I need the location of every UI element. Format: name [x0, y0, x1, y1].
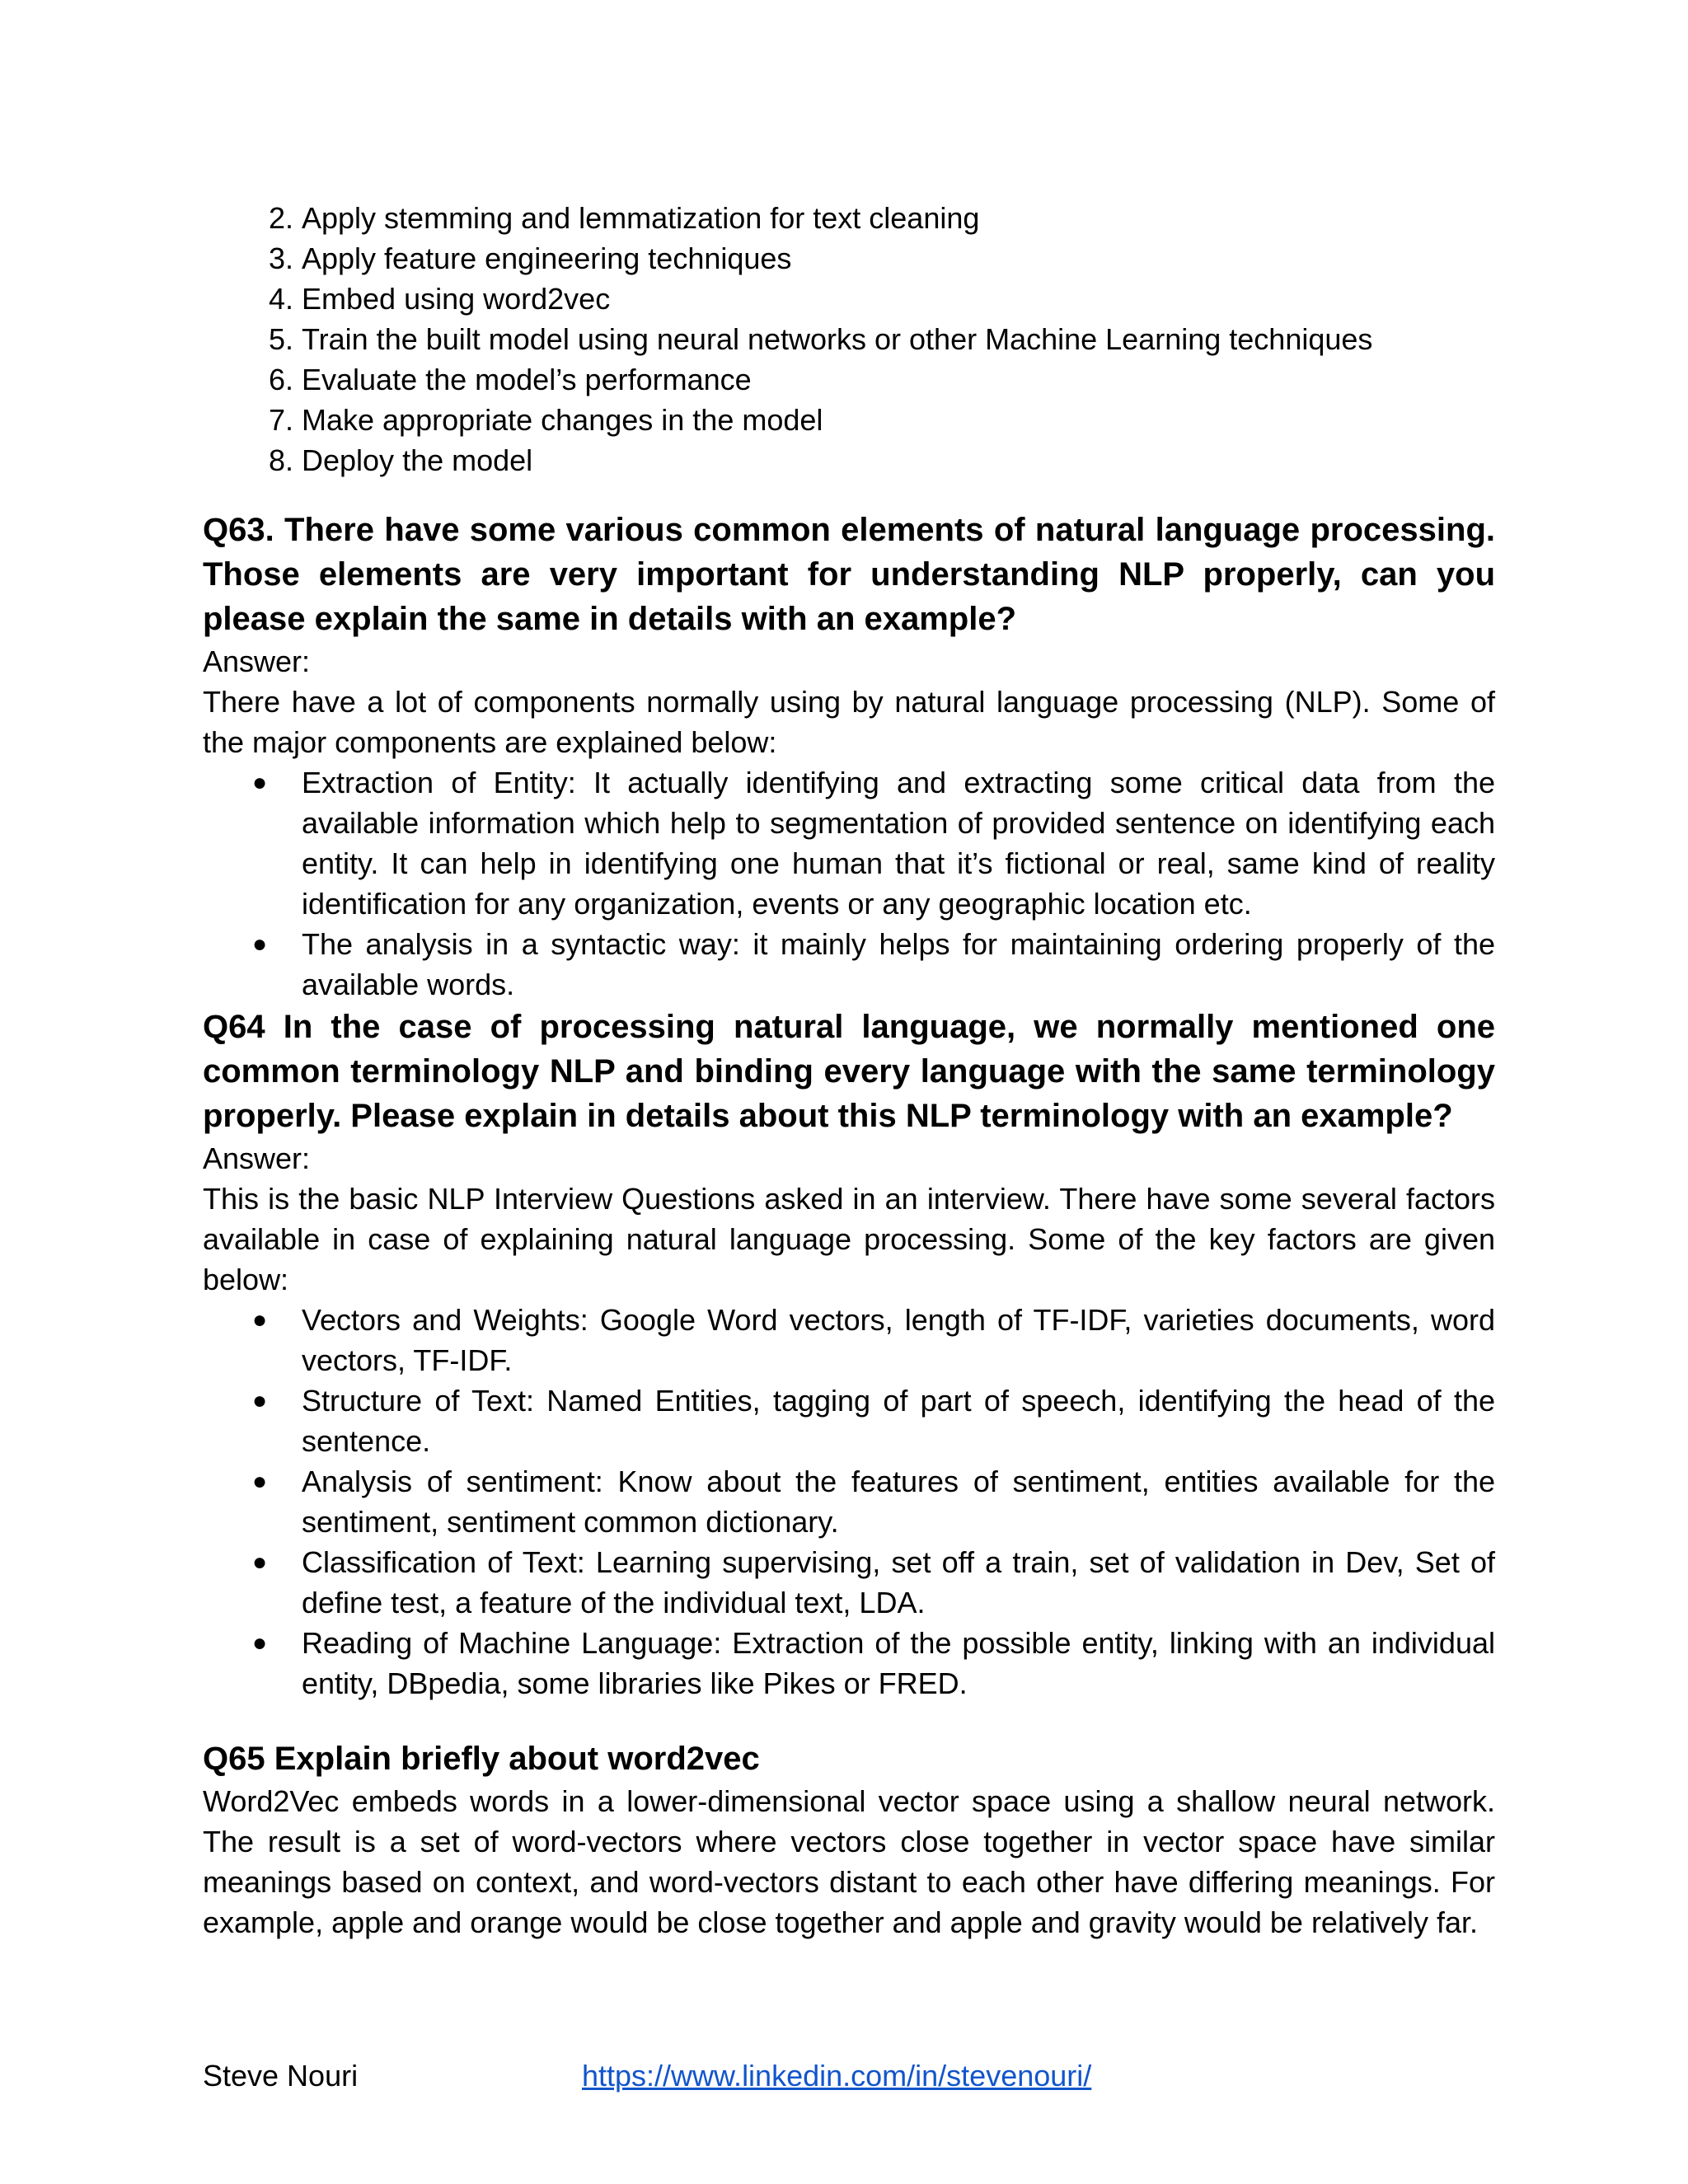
list-item-text: Analysis of sentiment: Know about the features of sentiment, entities available for the sentiment, sentiment common dictionary. — [302, 1465, 1495, 1539]
list-item — [203, 319, 1495, 359]
list-item-text: Train the built model using neural networks or other Machine Learning techniques — [302, 322, 1373, 356]
q63-bullet-list — [203, 762, 1495, 1005]
process-steps-list — [203, 198, 1495, 480]
footer-author: Steve Nouri — [203, 2059, 359, 2093]
list-item-text: Structure of Text: Named Entities, tagging of part of speech, identifying the head of the sentence. — [302, 1384, 1495, 1458]
list-item-text: Evaluate the model’s performance — [302, 363, 752, 396]
list-number: 6. — [268, 363, 293, 396]
q64-intro: This is the basic NLP Interview Questions asked in an interview. There have some several factors available in case of explaining natural language processing. Some of the key factors are given below: — [203, 1182, 1495, 1296]
bullet-icon: ● — [252, 930, 268, 958]
list-item — [203, 762, 1495, 924]
q63-intro: There have a lot of components normally using by natural language processing (NLP). Some of the major components are explained below: — [203, 685, 1495, 759]
list-item-text: Deploy the model — [302, 443, 533, 477]
list-item-text: The analysis in a syntactic way: it mainly helps for maintaining ordering properly of the available words. — [302, 927, 1495, 1001]
list-item — [203, 1461, 1495, 1542]
list-number: 2. — [268, 201, 293, 235]
list-item — [203, 400, 1495, 440]
bullet-icon: ● — [252, 769, 268, 796]
footer-linkedin-link[interactable]: https://www.linkedin.com/in/stevenouri/ — [582, 2059, 1092, 2093]
bullet-icon: ● — [252, 1549, 268, 1576]
q64-bullet-list — [203, 1300, 1495, 1704]
list-item — [203, 198, 1495, 238]
page-content — [203, 198, 1495, 1943]
bullet-icon: ● — [252, 1468, 268, 1495]
list-item — [203, 924, 1495, 1005]
list-item — [203, 1380, 1495, 1461]
list-number: 3. — [268, 241, 293, 275]
list-item — [203, 440, 1495, 480]
list-item-text: Vectors and Weights: Google Word vectors, length of TF-IDF, varieties documents, word vectors, TF-IDF. — [302, 1303, 1495, 1377]
list-item — [203, 279, 1495, 319]
list-number: 4. — [268, 282, 293, 316]
q65-body: Word2Vec embeds words in a lower-dimensional vector space using a shallow neural network. The result is a set of word-vectors where vectors close together in vector space have similar meanings based on context, and word-vectors distant to each other have differing meanings. For example, apple and orange would be close together and apple and gravity would be relatively far. — [203, 1784, 1495, 1939]
list-item-text: Apply feature engineering techniques — [302, 241, 792, 275]
bullet-icon: ● — [252, 1629, 268, 1657]
list-item — [203, 1542, 1495, 1623]
list-number: 8. — [268, 443, 293, 477]
list-item-text: Apply stemming and lemmatization for text cleaning — [302, 201, 980, 235]
list-item — [203, 359, 1495, 400]
list-item-text: Embed using word2vec — [302, 282, 611, 316]
list-item-text: Make appropriate changes in the model — [302, 403, 823, 437]
q64-heading: Q64 In the case of processing natural language, we normally mentioned one common terminology NLP and binding every language with the same terminology properly. Please explain in details about this NLP terminology with an example? — [203, 1009, 1495, 1134]
q65-heading: Q65 Explain briefly about word2vec — [203, 1741, 760, 1777]
list-item-text: Extraction of Entity: It actually identifying and extracting some critical data from the available information which help to segmentation of provided sentence on identifying each entity. It can help in identifying one human that it’s fictional or real, same kind of reality identification for any organization, events or any geographic location etc. — [302, 766, 1495, 921]
list-item — [203, 238, 1495, 279]
q63-answer-label: Answer: — [203, 644, 311, 678]
q64-answer-label: Answer: — [203, 1141, 311, 1175]
list-number: 5. — [268, 322, 293, 356]
q63-heading: Q63. There have some various common elements of natural language processing. Those elements are very important for understanding NLP properly, can you please explain the same in details with an example? — [203, 512, 1495, 637]
list-item — [203, 1623, 1495, 1704]
list-item — [203, 1300, 1495, 1380]
list-item-text: Reading of Machine Language: Extraction of the possible entity, linking with an individual entity, DBpedia, some libraries like Pikes or FRED. — [302, 1626, 1495, 1700]
bullet-icon: ● — [252, 1387, 268, 1414]
list-number: 7. — [268, 403, 293, 437]
bullet-icon: ● — [252, 1306, 268, 1333]
list-item-text: Classification of Text: Learning supervising, set off a train, set of validation in Dev, Set of define test, a feature of the individual text, LDA. — [302, 1545, 1495, 1619]
